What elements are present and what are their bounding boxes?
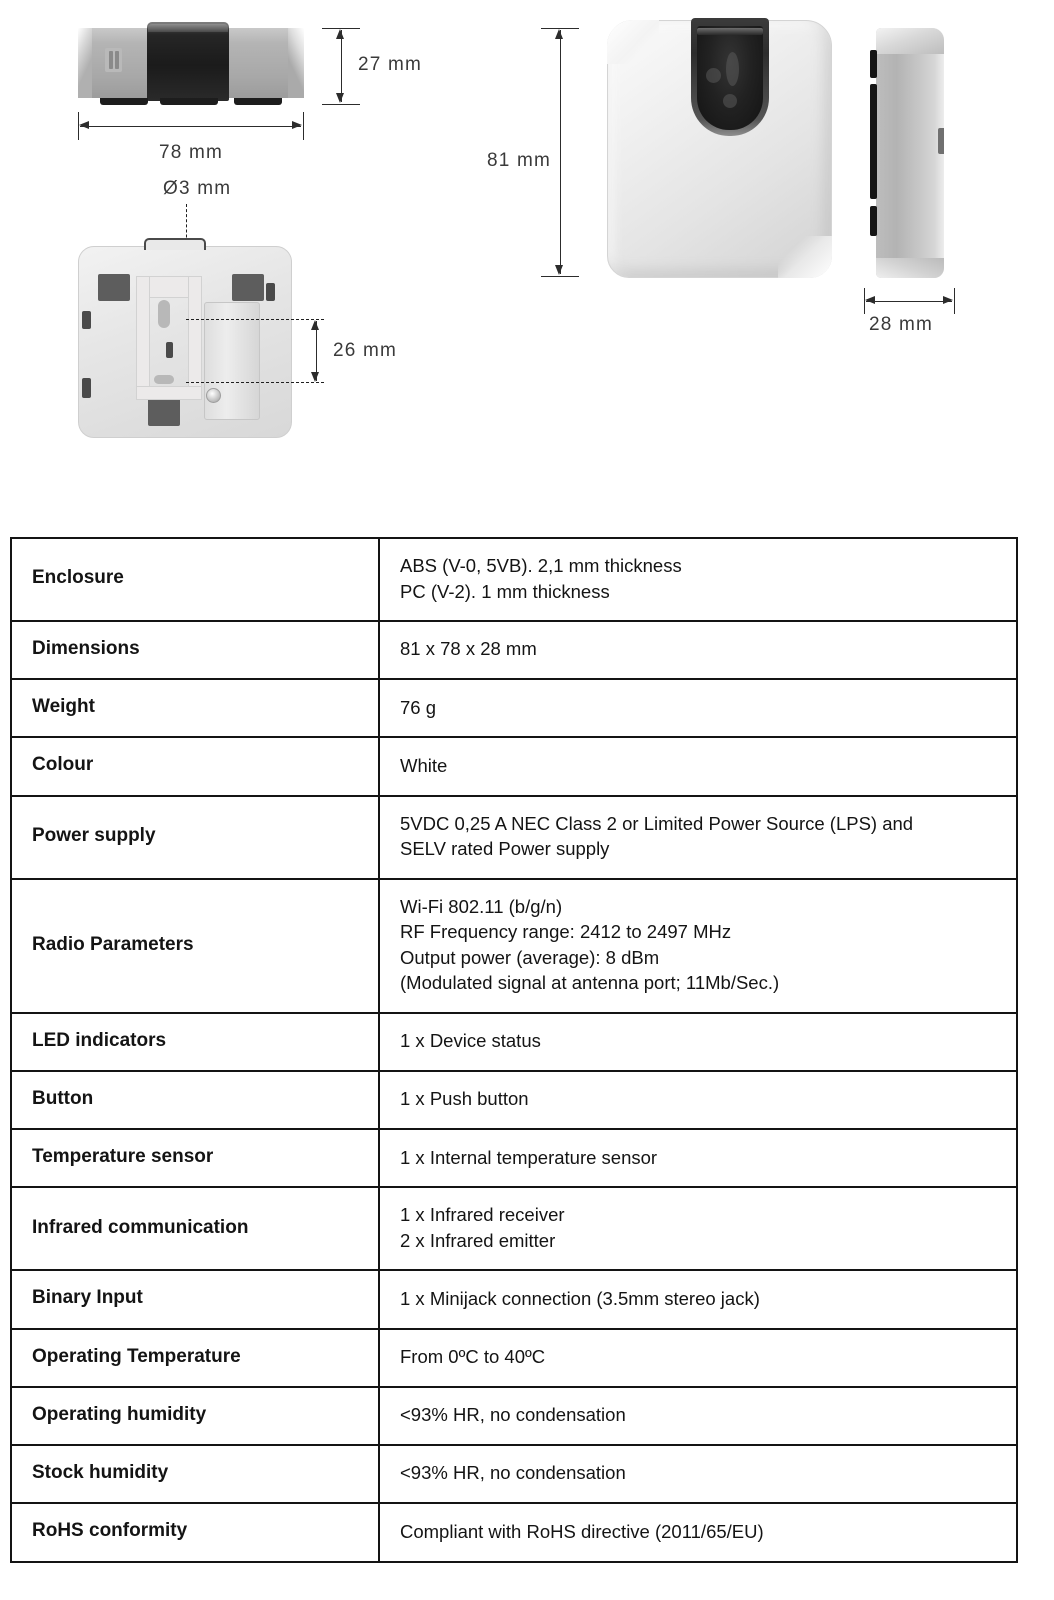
spec-value-cell [379,1387,1017,1445]
spec-value-line: 1 x Infrared receiver [400,1204,565,1226]
dim-label-28mm: 28 mm [869,314,934,335]
dim-label-81mm: 81 mm [487,150,552,171]
dim-26-arrow-down [311,372,319,382]
front-view-ir-gloss [697,28,763,35]
side-view-top-bevel [876,28,944,54]
dim-label-diameter-3mm: Ø3 mm [163,178,232,199]
specifications-table [10,537,1018,1563]
dim-81-bottom-cap [541,276,579,277]
spec-value-cell [379,679,1017,737]
spec-key-cell: Temperature sensor [11,1129,379,1187]
dim-label-27mm: 27 mm [358,54,423,75]
spec-value-line: Compliant with RoHS directive (2011/65/EU) [400,1520,764,1542]
spec-key-cell: Enclosure [11,538,379,621]
back-view-bracket-left [136,276,150,398]
spec-value-line: <93% HR, no condensation [400,1404,626,1426]
spec-key-cell: Binary Input [11,1270,379,1328]
side-view-minijack-notch [938,128,944,154]
dim-27-line [341,30,342,102]
spec-value-cell [379,1329,1017,1387]
spec-value-line: 1 x Device status [400,1030,541,1052]
spec-value-line: 81 x 78 x 28 mm [400,638,537,660]
back-view-keyhole-upper [158,300,170,328]
table-row [11,1071,1017,1129]
spec-key-cell: Power supply [11,796,379,879]
spec-key-cell: LED indicators [11,1013,379,1071]
dim-28-line [866,301,952,302]
spec-value-line: (Modulated signal at antenna port; 11Mb/Sec.) [400,972,780,994]
spec-key-cell: Dimensions [11,621,379,679]
spec-value-line: 76 g [400,696,437,718]
top-view-foot [100,98,148,105]
dim-28-arrow-left [865,296,875,304]
spec-key-cell: Stock humidity [11,1445,379,1503]
product-diagram-area [0,0,1054,520]
device-front-view [607,20,832,278]
spec-value-line: ABS (V-0, 5VB). 2,1 mm thickness [400,555,682,576]
spec-value-line: 1 x Push button [400,1088,529,1110]
top-view-foot [160,98,218,105]
top-view-right-bevel [288,28,304,98]
spec-value-cell [379,1445,1017,1503]
front-view-highlight-bottomright [778,236,832,278]
spec-value-line: RF Frequency range: 2412 to 2497 MHz [400,921,732,943]
specifications-table-body [11,538,1017,1562]
spec-key-cell: Button [11,1071,379,1129]
top-view-ir-gloss [148,24,228,32]
back-view-screw [206,388,221,403]
back-view-rubber-pad [232,274,264,301]
table-row [11,538,1017,621]
spec-value-cell [379,1270,1017,1328]
spec-value-cell [379,1071,1017,1129]
back-view-side-slot [82,378,91,398]
spec-value-line: White [400,754,448,776]
dim-78-arrow-left [79,121,89,129]
dim-28-right-cap [954,288,955,314]
back-view-bracket-right [188,276,202,398]
top-view-vent-slot [109,51,113,69]
back-view-bracket-bottom [136,386,202,400]
table-row [11,679,1017,737]
spec-key-cell: Infrared communication [11,1187,379,1270]
top-view-left-bevel [78,28,92,98]
side-view-vent-slot [870,206,877,236]
device-side-view [868,28,944,278]
table-row [11,796,1017,879]
dim-26-upper-extension [186,319,324,320]
spec-value-line: SELV rated Power supply [400,838,610,860]
table-row [11,737,1017,795]
front-view-ir-emitter [726,52,739,86]
dim-26-lower-extension [186,382,324,383]
spec-value-line: 2 x Infrared emitter [400,1229,556,1251]
spec-key-cell: Colour [11,737,379,795]
table-row [11,1270,1017,1328]
spec-value-cell [379,621,1017,679]
spec-value-cell [379,538,1017,621]
table-row [11,1129,1017,1187]
front-view-ir-emitter [706,68,721,83]
spec-key-cell: RoHS conformity [11,1503,379,1561]
table-row [11,1503,1017,1561]
spec-key-cell: Operating humidity [11,1387,379,1445]
dim-78-right-cap [303,112,304,140]
top-view-vent-slot [115,51,119,69]
dim-27-arrow-up [336,29,344,39]
spec-value-cell [379,1129,1017,1187]
device-back-view [78,238,292,438]
spec-key-cell: Radio Parameters [11,879,379,1013]
spec-value-cell [379,879,1017,1013]
table-row [11,1387,1017,1445]
dim-27-bottom-cap [322,104,360,105]
dim-81-arrow-up [555,29,563,39]
front-view-highlight-topleft [607,20,659,64]
back-view-rubber-pad [98,274,130,301]
side-view-bottom-bevel [876,258,944,278]
dim-26-arrow-up [311,320,319,330]
table-row [11,1445,1017,1503]
table-row [11,1329,1017,1387]
table-row [11,879,1017,1013]
top-view-ir-window [147,22,229,101]
side-view-vent-slot [870,84,877,199]
table-row [11,1187,1017,1270]
back-view-top-tab [144,238,206,250]
spec-value-line: Wi-Fi 802.11 (b/g/n) [400,895,563,917]
spec-key-cell: Weight [11,679,379,737]
dim-label-26mm: 26 mm [333,340,398,361]
back-view-side-slot [82,311,91,329]
spec-value-cell [379,1503,1017,1561]
dim-27-arrow-down [336,93,344,103]
dim-81-line [560,30,561,274]
spec-key-cell: Operating Temperature [11,1329,379,1387]
dim-28-arrow-right [943,296,953,304]
back-view-side-slot [266,283,275,301]
spec-value-line: <93% HR, no condensation [400,1462,626,1484]
spec-value-line: 5VDC 0,25 A NEC Class 2 or Limited Power Source (LPS) and [400,812,914,834]
spec-value-line: 1 x Minijack connection (3.5mm stereo jack) [400,1287,760,1309]
dim-78-line [80,126,301,127]
top-view-foot [234,98,282,105]
spec-value-cell [379,796,1017,879]
spec-value-cell [379,1187,1017,1270]
dim-label-78mm: 78 mm [159,142,224,163]
spec-value-line: 1 x Internal temperature sensor [400,1146,658,1168]
spec-value-line: PC (V-2). 1 mm thickness [400,580,610,602]
back-view-keyhole-lower [154,375,174,384]
dim-78-arrow-right [292,121,302,129]
table-row [11,621,1017,679]
back-view-center-slot [166,342,173,358]
spec-value-line: From 0ºC to 40ºC [400,1346,546,1368]
table-row [11,1013,1017,1071]
front-view-status-led [723,94,737,108]
spec-value-cell [379,1013,1017,1071]
side-view-body [876,28,944,278]
top-view-vent-slots [105,48,122,72]
back-view-rubber-pad [148,396,180,426]
side-view-vent-slot [870,50,877,78]
dim-81-arrow-down [555,265,563,275]
spec-value-line: Output power (average): 8 dBm [400,946,660,968]
device-top-view [78,22,304,105]
spec-value-cell [379,737,1017,795]
